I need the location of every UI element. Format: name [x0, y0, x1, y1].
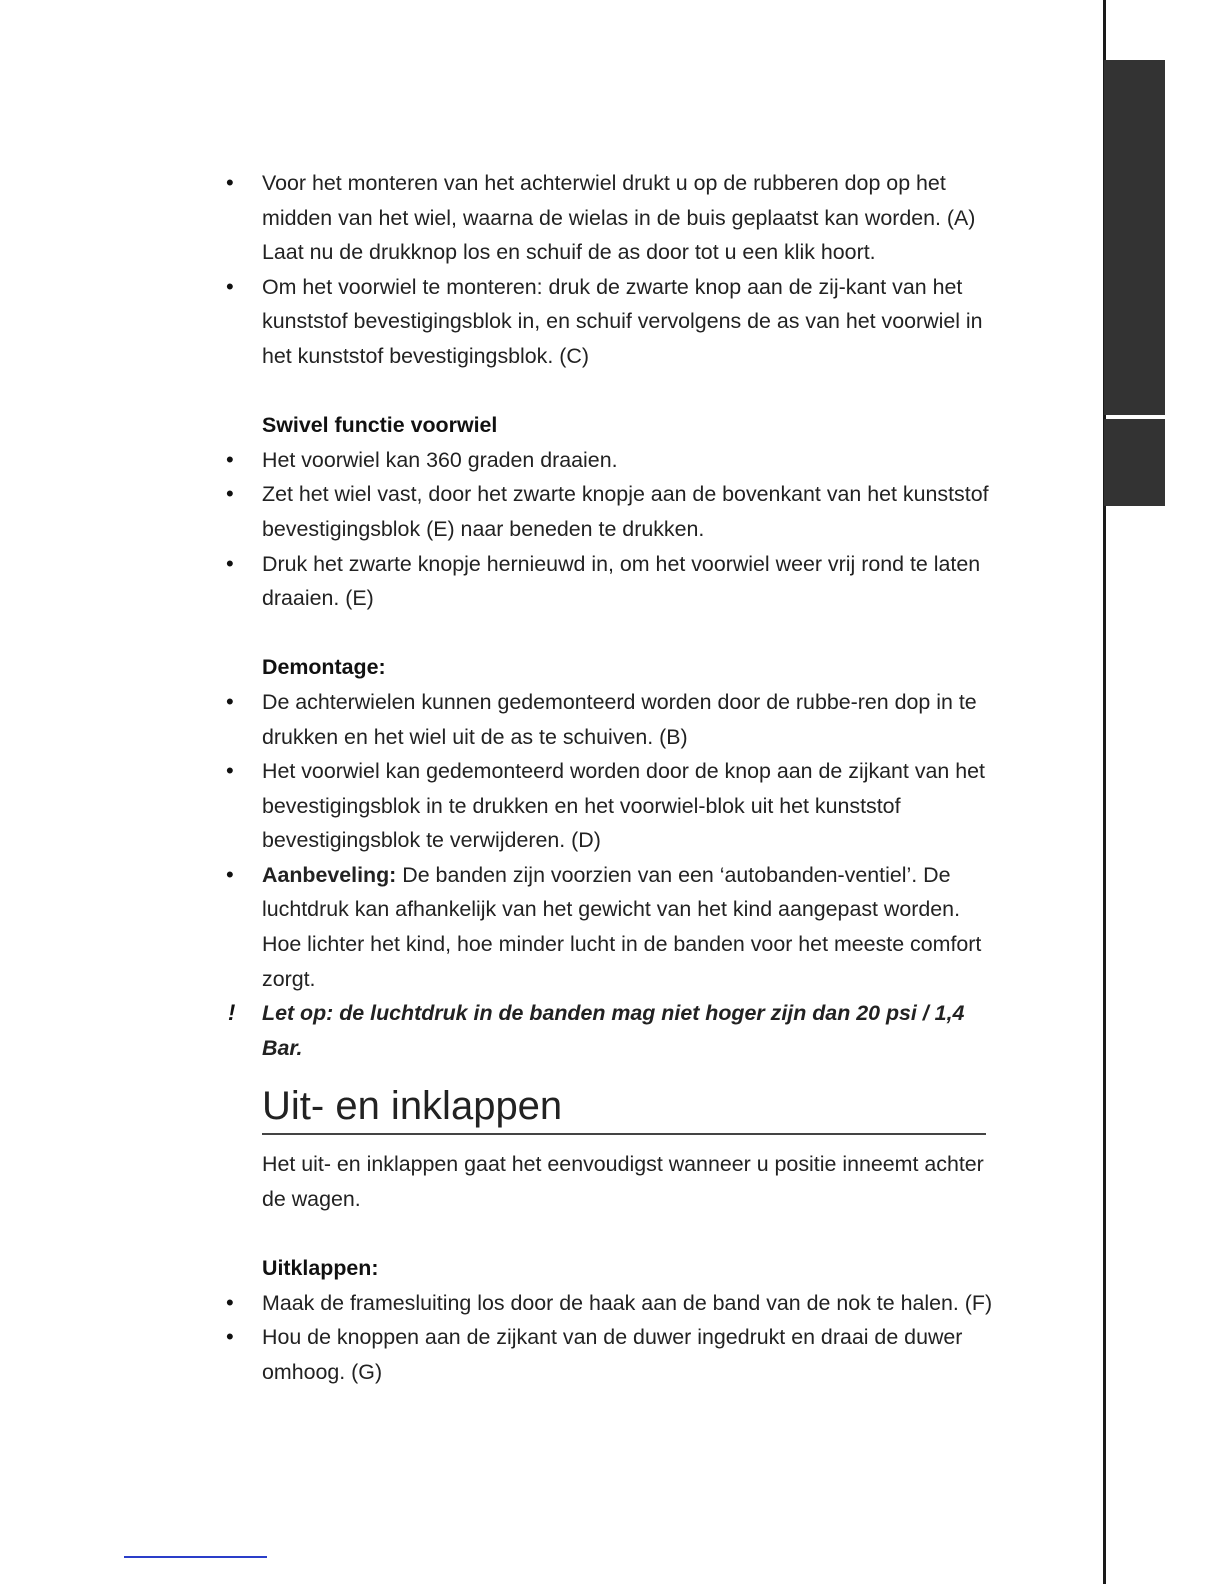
list-item: • Maak de framesluiting los door de haak aan de band van de nok te halen. (F): [224, 1286, 1004, 1321]
list-item: • Om het voorwiel te monteren: druk de zwarte knop aan de zij-kant van het kunststof bevestigingsblok in, en schuif vervolgens de as van het voorwiel in het kunststof bevestigingsblok. (C): [224, 270, 1004, 374]
list-item: • De achterwielen kunnen gedemonteerd worden door de rubbe-ren dop in te drukken en het wiel uit de as te schuiven. (B): [224, 685, 1004, 754]
demontage-heading: Demontage:: [262, 655, 386, 680]
list-item: • Druk het zwarte knopje hernieuwd in, om het voorwiel weer vrij rond te laten draaien. (E): [224, 547, 1004, 616]
recommendation-label: Aanbeveling:: [262, 862, 397, 887]
demontage-bullet-list: [224, 685, 1004, 1066]
section-tab-dark: [1104, 60, 1165, 415]
swivel-heading: Swivel functie voorwiel: [262, 413, 498, 438]
list-item: • Het voorwiel kan gedemonteerd worden door de knop aan de zijkant van het bevestigingsblok in te drukken en het voorwiel-blok uit het kunststof bevestigingsblok te verwijderen. (D): [224, 754, 1004, 858]
list-item: • Hou de knoppen aan de zijkant van de duwer ingedrukt en draai de duwer omhoog. (G): [224, 1320, 1004, 1389]
swivel-bullet-list: [224, 443, 1004, 616]
uitklappen-heading: Uitklappen:: [262, 1256, 379, 1281]
list-item: • Zet het wiel vast, door het zwarte knopje aan de bovenkant van het kunststof bevestigingsblok (E) naar beneden te drukken.: [224, 477, 1004, 546]
list-item: • Het voorwiel kan 360 graden draaien.: [224, 443, 1004, 478]
footer-link-underline: [124, 1556, 267, 1558]
warning-note: ! Let op: de luchtdruk in de banden mag niet hoger zijn dan 20 psi / 1,4 Bar.: [224, 996, 1004, 1065]
intro-bullet-list: [224, 166, 1004, 374]
recommendation-item: [224, 858, 1004, 996]
list-item: • Voor het monteren van het achterwiel drukt u op de rubberen dop op het midden van het wiel, waarna de wielas in de buis geplaatst kan worden. (A) Laat nu de drukknop los en schuif de as door tot u een klik hoort.: [224, 166, 1004, 270]
section-intro: Het uit- en inklappen gaat het eenvoudigst wanneer u positie inneemt achter de wagen.: [262, 1152, 984, 1212]
page-content: [224, 166, 1004, 1390]
section-title: Uit- en inklappen: [262, 1083, 986, 1135]
section-tab-dark-lower: [1104, 419, 1165, 506]
uitklappen-bullet-list: [224, 1286, 1004, 1390]
recommendation-text: De banden zijn voorzien van een ‘autobanden-ventiel’. De luchtdruk kan afhankelijk van het gewicht van het kind aangepast worden. Hoe lichter het kind, hoe minder lucht in de banden voor het meeste comfort zorgt.: [262, 862, 982, 991]
